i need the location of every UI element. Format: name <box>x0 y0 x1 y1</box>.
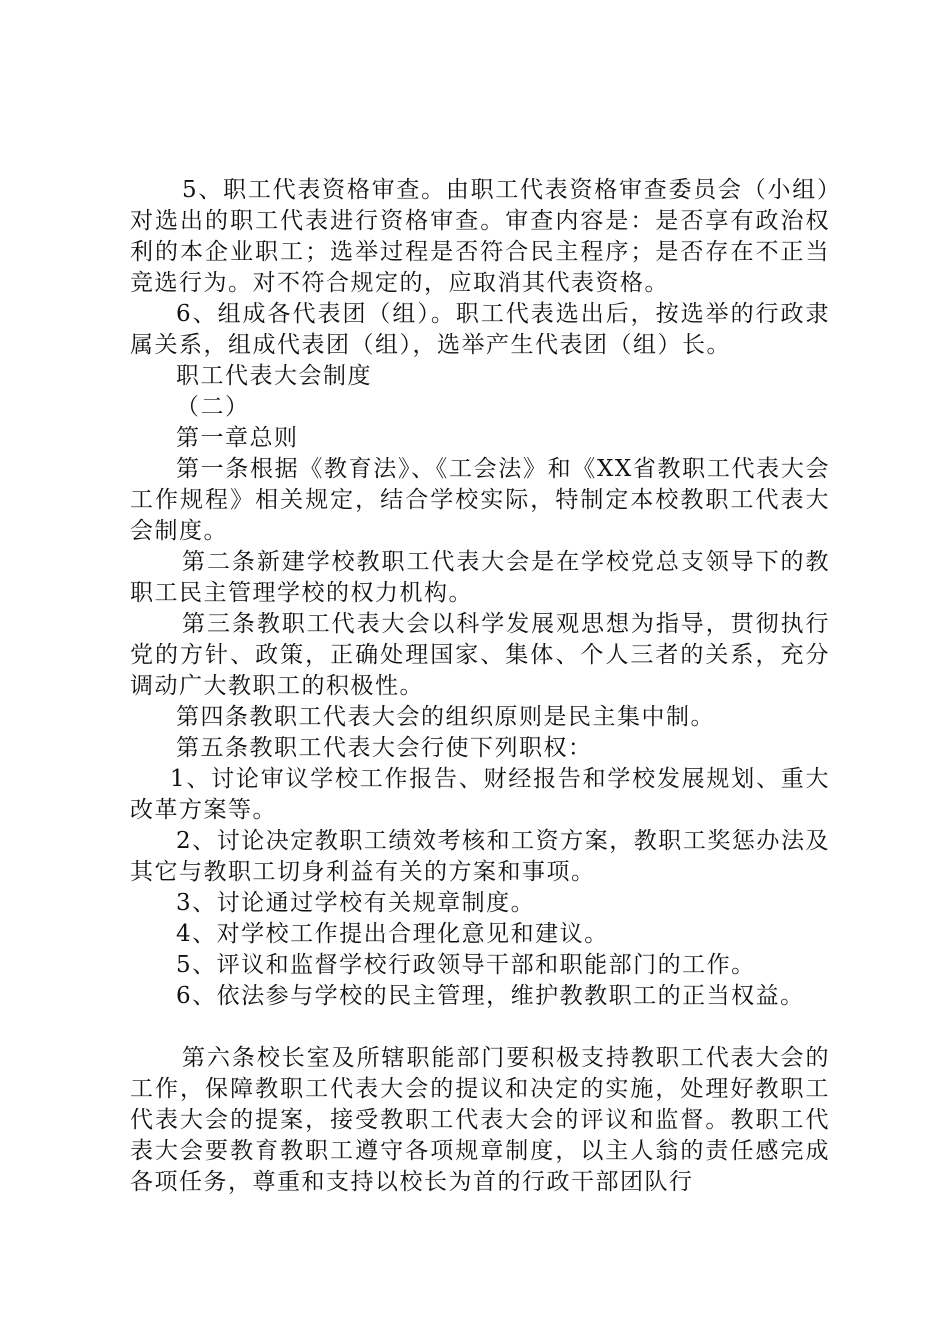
power-item-3: 3、讨论通过学校有关规章制度。 <box>176 890 536 916</box>
power-item-4: 4、对学校工作提出合理化意见和建议。 <box>176 921 609 947</box>
article-4: 第四条教职工代表大会的组织原则是民主集中制。 <box>176 704 715 730</box>
article-2: 第二条新建学校教职工代表大会是在学校党总支领导下的教职工民主管理学校的权力机构。 <box>130 549 830 606</box>
power-item-6: 6、依法参与学校的民主管理，维护教教职工的正当权益。 <box>176 983 805 1009</box>
document-body <box>130 175 830 1198</box>
power-item-2: 2、讨论决定教职工绩效考核和工资方案，教职工奖惩办法及其它与教职工切身利益有关的方案和事项。 <box>130 828 830 885</box>
article-6: 第六条校长室及所辖职能部门要积极支持教职工代表大会的工作，保障教职工代表大会的提议和决定的实施，处理好教职工代表大会的提案，接受教职工代表大会的评议和监督。教职工代表大会要教育教职工遵守各项规章制度，以主人翁的责任感完成各项任务，尊重和支持以校长为首的行政干部团队行 <box>130 1045 830 1195</box>
article-3: 第三条教职工代表大会以科学发展观思想为指导，贯彻执行党的方针、政策，正确处理国家、集体、个人三者的关系，充分调动广大教职工的积极性。 <box>130 611 830 699</box>
power-item-1: 1、讨论审议学校工作报告、财经报告和学校发展规划、重大改革方案等。 <box>130 766 830 823</box>
section-number: （二） <box>176 394 250 420</box>
power-item-5: 5、评议和监督学校行政领导干部和职能部门的工作。 <box>176 952 756 978</box>
article-1: 第一条根据《教育法》、《工会法》和《XX省教职工代表大会工作规程》相关规定，结合学校实际，特制定本校教职工代表大会制度。 <box>130 456 830 544</box>
paragraph-spacer <box>130 1012 830 1043</box>
chapter-heading: 第一章总则 <box>176 425 299 451</box>
paragraph-item-6-form-delegations: 6、组成各代表团（组）。职工代表选出后，按选举的行政隶属关系，组成代表团（组），选举产生代表团（组）长。 <box>130 301 830 358</box>
article-5: 第五条教职工代表大会行使下列职权： <box>176 735 593 761</box>
paragraph-item-5-qualification-review: 5、职工代表资格审查。由职工代表资格审查委员会（小组）对选出的职工代表进行资格审查。审查内容是：是否享有政治权利的本企业职工；选举过程是否符合民主程序；是否存在不正当竞选行为。对不符合规定的，应取消其代表资格。 <box>130 177 830 296</box>
section-title: 职工代表大会制度 <box>176 363 372 389</box>
